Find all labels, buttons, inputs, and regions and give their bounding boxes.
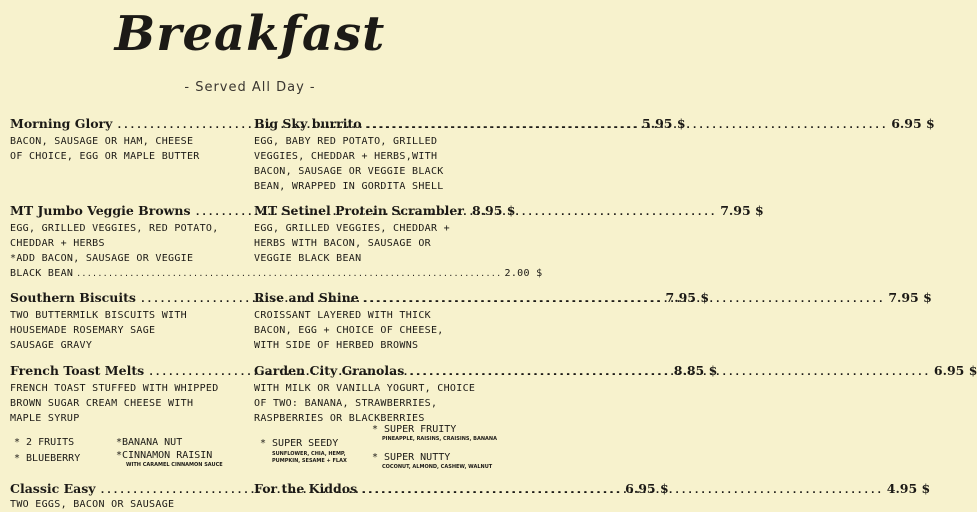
item-description <box>254 308 494 353</box>
item-description <box>10 134 246 164</box>
addon-line: *ADD BACON, SAUSAGE OR VEGGIE <box>10 253 194 264</box>
item-description <box>10 497 246 512</box>
description-line: WITH SIDE OF HERBED BROWNS <box>254 340 419 351</box>
french-toast-option-banana-nut: *BANANA NUT <box>116 437 183 448</box>
granola-option-super-seedy: * SUPER SEEDY <box>260 438 339 449</box>
dot-leader <box>366 120 888 131</box>
item-name: Big Sky burrito <box>254 116 362 131</box>
addon-line: BLACK BEAN <box>10 268 74 279</box>
item-price: 7.95 $ <box>888 290 932 305</box>
description-line: MAPLE SYRUP <box>10 413 80 424</box>
granola-option-super-fruity-note: PINEAPPLE, RAISINS, CRAISINS, BANANA <box>382 436 497 442</box>
menu-title: Breakfast <box>114 6 386 62</box>
description-line: EGG, BABY RED POTATO, GRILLED <box>254 136 438 147</box>
granola-option-super-seedy-note: SUNFLOWER, CHIA, HEMP, <box>272 451 346 457</box>
french-toast-option-fruits: * 2 FRUITS <box>14 437 75 448</box>
item-name: Rise and Shine <box>254 290 359 305</box>
granola-option-super-nutty-note: COCONUT, ALMOND, CASHEW, WALNUT <box>382 464 493 470</box>
item-description <box>10 308 246 353</box>
description-line: BEAN, WRAPPED IN GORDITA SHELL <box>254 181 444 192</box>
item-price: 5.95 $ <box>642 116 686 131</box>
description-line: OF CHOICE, EGG OR MAPLE BUTTER <box>10 151 200 162</box>
item-price: 8.95 $ <box>471 203 516 218</box>
french-toast-option-cinnamon-raisin: *CINNAMON RAISIN <box>116 450 213 461</box>
menu-item-mt-setinel-protein-scrambler <box>254 203 516 266</box>
description-line: BACON, EGG + CHOICE OF CHEESE, <box>254 325 444 336</box>
description-line: SAUSAGE GRAVY <box>10 340 93 351</box>
item-price: 7.95 $ <box>720 203 764 218</box>
item-description <box>254 134 494 194</box>
granola-option-super-nutty: * SUPER NUTTY <box>372 452 451 463</box>
description-line: BACON, SAUSAGE OR HAM, CHEESE <box>10 136 194 147</box>
dot-leader <box>363 294 885 305</box>
description-line: TWO BUTTERMILK BISCUITS WITH <box>10 310 187 321</box>
addon-price: 2.00 $ <box>504 268 543 279</box>
item-name: French Toast Melts <box>10 363 145 378</box>
item-name: MT Jumbo Veggie Browns <box>10 203 191 218</box>
description-line: TWO EGGS, BACON OR SAUSAGE <box>10 499 175 510</box>
description-line: BACON, SAUSAGE OR VEGGIE BLACK <box>254 166 444 177</box>
item-price: 4.95 $ <box>886 481 931 496</box>
item-price: 8.85 $ <box>673 363 718 378</box>
dot-leader <box>361 485 883 496</box>
description-line: VEGGIE BLACK BEAN <box>254 253 362 264</box>
description-line: EGG, GRILLED VEGGIES, CHEDDAR + <box>254 223 450 234</box>
item-price: 6.95 $ <box>933 363 977 378</box>
description-line: CROISSANT LAYERED WITH THICK <box>254 310 431 321</box>
addon-price-row <box>10 266 543 281</box>
dot-leader <box>76 266 501 281</box>
french-toast-option-cinnamon-raisin-note: WITH CARAMEL CINNAMON SAUCE <box>126 462 223 468</box>
description-line: HERBS WITH BACON, SAUSAGE OR <box>254 238 431 249</box>
item-description <box>254 381 494 426</box>
item-name: Garden City Granolas <box>254 363 405 378</box>
dot-leader <box>408 367 930 378</box>
description-line: HOUSEMADE ROSEMARY SAGE <box>10 325 156 336</box>
granola-option-super-fruity: * SUPER FRUITY <box>372 424 457 435</box>
item-name: Southern Biscuits <box>10 290 136 305</box>
item-description <box>254 221 494 266</box>
menu-item-rise-and-shine <box>254 290 932 353</box>
item-price: 6.95 $ <box>891 116 935 131</box>
granola-option-super-seedy-note: PUMPKIN, SESAME + FLAX <box>272 458 347 464</box>
item-name: For the Kiddos <box>254 481 358 496</box>
french-toast-option-blueberry: * BLUEBERRY <box>14 453 81 464</box>
description-line: CHEDDAR + HERBS <box>10 238 105 249</box>
description-line: BROWN SUGAR CREAM CHEESE WITH <box>10 398 194 409</box>
description-line: WITH MILK OR VANILLA YOGURT, CHOICE <box>254 383 476 394</box>
item-description <box>10 381 246 426</box>
description-line: FRENCH TOAST STUFFED WITH WHIPPED <box>10 383 219 394</box>
item-name: Morning Glory <box>10 116 113 131</box>
item-name: MT Setinel Protein Scrambler <box>254 203 464 218</box>
description-line: RASPBERRIES OR BLACKBERRIES <box>254 413 425 424</box>
menu-subtitle: - Served All Day - <box>184 80 316 95</box>
description-line: OF TWO: BANANA, STRAWBERRIES, <box>254 398 438 409</box>
item-name: Classic Easy <box>10 481 96 496</box>
item-price: 6.95 $ <box>625 481 669 496</box>
description-line: VEGGIES, CHEDDAR + HERBS,WITH <box>254 151 438 162</box>
description-line: EGG, GRILLED VEGGIES, RED POTATO, <box>10 223 219 234</box>
item-price: 7.95 $ <box>665 290 710 305</box>
